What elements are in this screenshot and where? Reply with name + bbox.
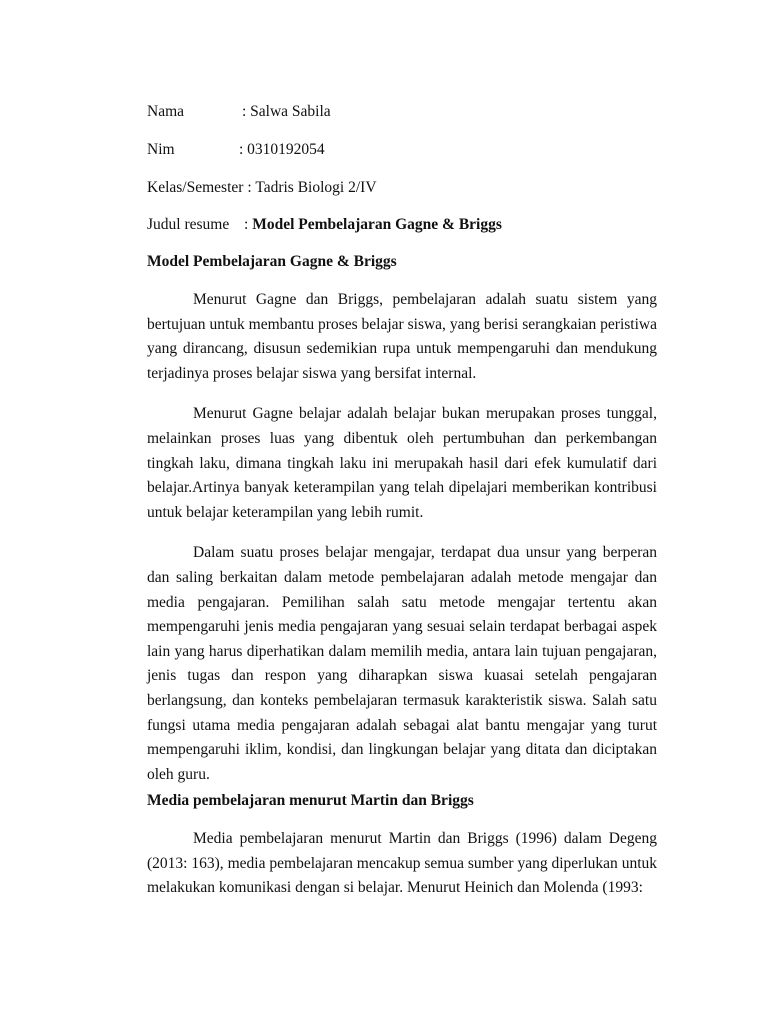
name-label: Nama — [147, 103, 185, 120]
name-value: : Salwa Sabila — [242, 103, 331, 120]
nim-label: Nim — [147, 141, 175, 158]
kelas-row — [147, 176, 657, 200]
name-row — [147, 100, 657, 124]
section-heading-gagne-briggs: Model Pembelajaran Gagne & Briggs — [147, 253, 397, 270]
judul-value: Model Pembelajaran Gagne & Briggs — [252, 216, 502, 233]
document-page — [147, 100, 657, 901]
nim-row — [147, 138, 657, 162]
paragraph-2: Menurut Gagne belajar adalah belajar bukan merupakan proses tunggal, melainkan proses luas yang dibentuk oleh pertumbuhan dan perkembangan tingkah laku, dimana tingkah laku ini merupakah hasil dari efek kumulatif dari belajar.Artinya banyak keterampilan yang telah dipelajari memberikan kontribusi untuk belajar keterampilan yang lebih rumit. — [147, 405, 657, 521]
paragraph-3: Dalam suatu proses belajar mengajar, terdapat dua unsur yang berperan dan saling berkaitan dalam metode pembelajaran adalah metode mengajar dan media pengajaran. Pemilihan salah satu metode mengajar tertentu akan mempengaruhi jenis media pengajaran yang sesuai selain terdapat berbagai aspek lain yang harus diperhatikan dalam memilih media, antara lain tujuan pengajaran, jenis tugas dan respon yang diharapkan siswa kuasai setelah pengajaran berlangsung, dan konteks pembelajaran termasuk karakteristik siswa. Salah satu fungsi utama media pengajaran adalah sebagai alat bantu mengajar yang turut mempengaruhi iklim, kondisi, dan lingkungan belajar yang ditata dan diciptakan oleh guru. — [147, 544, 657, 783]
judul-label: Judul resume — [147, 216, 230, 233]
judul-row — [147, 213, 657, 237]
section-heading-martin-briggs: Media pembelajaran menurut Martin dan Briggs — [147, 792, 474, 810]
kelas-label: Kelas/Semester — [147, 179, 244, 196]
judul-separator: : — [244, 216, 253, 233]
nim-value: : 0310192054 — [239, 141, 325, 158]
paragraph-1: Menurut Gagne dan Briggs, pembelajaran adalah suatu sistem yang bertujuan untuk membantu proses belajar siswa, yang berisi serangkaian peristiwa yang dirancang, disusun sedemikian rupa untuk mempengaruhi dan mendukung terjadinya proses belajar siswa yang bersifat internal. — [147, 291, 657, 382]
kelas-value: : Tadris Biologi 2/IV — [247, 179, 377, 196]
paragraph-4: Media pembelajaran menurut Martin dan Briggs (1996) dalam Degeng (2013: 163), media pembelajaran mencakup semua sumber yang diperlukan untuk melakukan komunikasi dengan si belajar. Menurut Heinich dan Molenda (1993: — [147, 830, 657, 897]
